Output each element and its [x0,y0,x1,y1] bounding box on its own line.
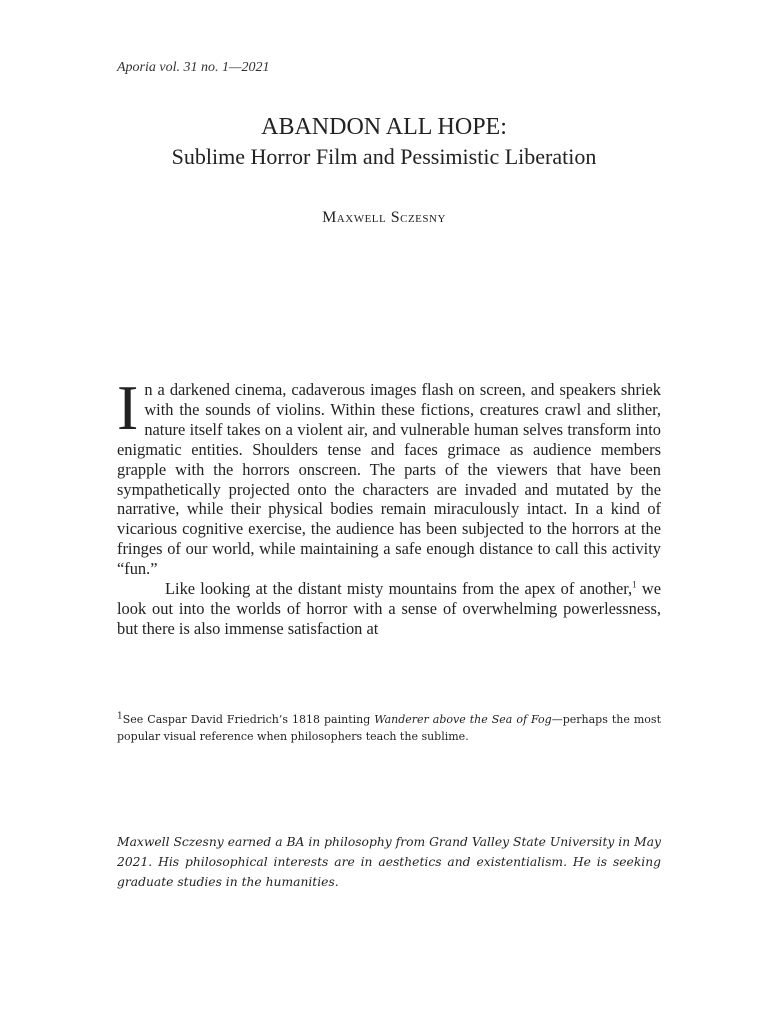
paragraph-2 [117,579,661,639]
article-subtitle: Sublime Horror Film and Pessimistic Liberation [171,144,597,169]
paragraph-2-text-b: we look out into the worlds of horror with a sense of overwhelming powerlessness, but there is also immense satisfaction at [117,579,661,638]
drop-cap: I [117,372,139,443]
footnote-reference[interactable]: 1 [632,579,637,590]
author-bio: Maxwell Sczesny earned a BA in philosophy from Grand Valley State University in May 2021. His philosophical interests are in aesthetics and existentialism. He is seeking graduate studies in the humanities. [117,835,661,889]
article-title: ABANDON ALL HOPE: [261,114,507,140]
author-name: Maxwell Sczesny [322,209,446,226]
footnote-text-a: See Caspar David Friedrich’s 1818 painting [122,713,375,726]
painting-title: Wanderer above the Sea of Fog [374,713,552,726]
footnote-marker: 1 [117,711,123,722]
journal-header: Aporia vol. 31 no. 1—2021 [117,60,270,75]
paragraph-1-text: n a darkened cinema, cadaverous images flash on screen, and speakers shriek with the sounds of violins. Within these fictions, creatures crawl and slither, nature itself takes on a violent air, and vulnerable human selves transform into enigmatic entities. Shoulders tense and faces grimace as audience members grapple with the horrors onscreen. The parts of the viewers that have been sympathetically projected onto the characters are invaded and mutated by the narrative, while their physical bodies remain miraculously intact. In a kind of vicarious cognitive exercise, the audience has been subjected to the horrors at the fringes of our world, while maintaining a safe enough distance to call this activity “fun.” [117,380,661,579]
body-text [117,372,661,639]
footnote [117,711,661,745]
footnote-text-b: —perhaps the most popular visual reference when philosophers teach the sublime. [117,713,661,743]
paragraph-1 [117,372,661,579]
paragraph-2-text-a: Like looking at the distant misty mountains from the apex of another, [165,579,633,599]
